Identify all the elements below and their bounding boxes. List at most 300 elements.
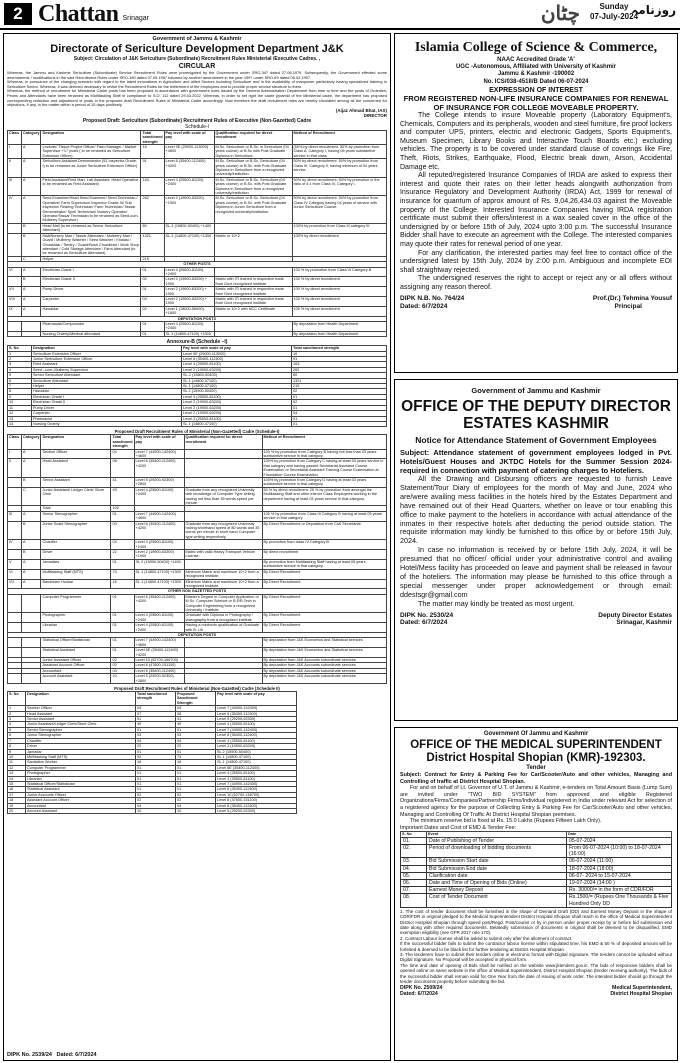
table-header-cell: Event — [427, 832, 567, 837]
table-row — [8, 808, 297, 813]
table-cell: Lecturer/ Tissue Project Officer/ Farm Manager / Market Supervisor +17 posts ( to be renamed as Sericulture Extension Officer) — [41, 144, 141, 158]
table-header-cell: Category — [22, 130, 41, 144]
table-cell: A — [22, 459, 41, 478]
table-cell: Seed –cum–Mulberry Supervisor — [32, 367, 182, 372]
table-cell: 10 — [136, 808, 176, 813]
table-cell: M.Sc. Sericulture or B.Sc. in Sericulture (04 years course) or B.Sc with Post Graduate Diploma in Sericulture. — [214, 144, 292, 158]
table-cell — [8, 638, 22, 648]
table-cell: SL 2 (15900-50400) — [216, 749, 297, 754]
table-cell: Pharmacist/Compounder — [41, 322, 141, 332]
table-cell: Matric with ITI trained in respective trade from Govt recognized Institute — [214, 296, 292, 306]
table-row — [401, 858, 672, 865]
table-cell: SL-1 (14800-47100) +1300 — [164, 233, 214, 256]
table-row — [8, 459, 387, 478]
table-cell: Total — [41, 506, 111, 511]
table-cell — [8, 322, 22, 332]
table-cell: III — [8, 177, 22, 196]
table-cell: VIII — [8, 296, 22, 306]
table-cell: 01 — [111, 623, 134, 633]
table-cell: Level 4 (25500-81100) — [216, 738, 297, 743]
executive-cadre-table — [7, 130, 387, 337]
table-cell: A — [22, 177, 41, 196]
table-cell: Nursing Orderly/Medical attendant — [41, 331, 141, 336]
table-cell: 02 — [176, 798, 216, 803]
table-cell: 01 — [136, 765, 176, 770]
circular-para-1: Whereas, the Jammu and Kashmir Sericulture (Subordinate) Service Recruitment Rules were promulgated by the Government under SRO-347 dated 27.06.1979. Subsequently, the Government effected some amendments / modifications in the said Recruitment Rules under SRO-180 dated 07.05.1987 followed by another amendment in the year 1997 under SRO-69 dated 06.02.1997. — [7, 70, 387, 80]
table-cell: 16 — [292, 351, 387, 356]
table-cell: 02. — [401, 844, 427, 857]
table-cell: 5 — [8, 727, 26, 732]
table-cell — [184, 674, 262, 684]
table-cell: Level 2 (19900-63200) + 1900 — [164, 277, 214, 287]
table-cell: 6 — [8, 378, 32, 383]
table-cell: Junior Assistant Officer — [41, 658, 111, 663]
ministerial-title: Proposed Draft Recruitment Rules of Ministerial (Non-Gazetted) Cadre (Schedule-I) — [114, 429, 280, 435]
table-header-cell: Method of Recruitment — [262, 435, 386, 449]
islamia-dipk: DIPK N.B. No. 764/24 — [400, 295, 465, 303]
table-cell: 100 % by direct recruitment — [292, 306, 386, 316]
table-cell: 14 — [8, 776, 26, 781]
table-row — [8, 223, 387, 233]
table-cell: 01 — [111, 594, 134, 613]
table-row — [8, 623, 387, 633]
table-row — [8, 331, 387, 336]
table-header-cell: Date — [567, 832, 672, 837]
msh-para-5: 2. Contract Labour license shall be asked to submit only after the allotment of contract. — [400, 935, 573, 941]
table-cell: Level 1 (18000-56900) +1800 — [164, 306, 214, 316]
table-cell: 80 — [141, 223, 164, 233]
table-cell: 102 — [111, 506, 134, 511]
eoi-subheading: FROM REGISTERED NON-LIFE INSURANCE COMPANIES FOR RENEWAL OF INSURANCE FOR COLLEGE MOVEABLE PROPERTY. — [403, 94, 669, 113]
table-row — [8, 487, 387, 506]
table-cell: 22 — [136, 744, 176, 749]
table-cell — [22, 322, 41, 332]
table-cell: 01 — [111, 638, 134, 648]
annexure-b-title: Annexure-B (Schedule –I) — [166, 339, 228, 346]
table-cell: 11 — [8, 760, 26, 765]
table-row — [8, 421, 387, 426]
proposed-title: Proposed Draft: Sericulture (Subordinate) Recruitment Rules of Executive (Non-Gazetted) Cadre — [82, 117, 312, 124]
table-cell — [22, 594, 41, 613]
table-cell: Matric with ITI trained in respective trade from Govt recognized Institute — [214, 287, 292, 297]
table-header-cell: Pay level with scale of pay — [182, 346, 292, 351]
table-row — [8, 196, 387, 223]
table-cell: V — [8, 559, 22, 569]
table-header-cell: Designation — [32, 346, 182, 351]
table-cell: Rs.1500/= (Rupees One Thousands & Five Hundred Only DD — [567, 894, 672, 907]
table-cell — [8, 521, 22, 540]
table-cell: 08 — [111, 459, 134, 478]
table-cell: Statistical Officer/Statistician — [26, 781, 136, 786]
table-row — [8, 277, 387, 287]
table-cell: 06-07-2024 (11:00) — [567, 858, 672, 865]
table-cell: 215 — [292, 384, 387, 389]
table-cell: 01 — [111, 511, 134, 521]
table-cell: 16 — [141, 144, 164, 158]
table-cell: 10 — [111, 674, 134, 684]
table-cell: By deputation from Health Department — [292, 331, 386, 336]
table-cell: Level 4 (25500-81100) +2400 — [164, 267, 214, 277]
table-cell: 16 — [176, 760, 216, 765]
medical-superintendent-tender — [394, 727, 678, 1061]
table-cell: Date and Time of Opening of Bids (Online) — [427, 879, 567, 886]
table-cell: Pharmacist — [32, 416, 182, 421]
table-cell: 01 — [176, 749, 216, 754]
table-cell: Electrician Grade I — [41, 267, 141, 277]
table-cell: 01 — [176, 771, 216, 776]
table-cell — [22, 674, 41, 684]
table-cell: By deputation from Health Department — [292, 322, 386, 332]
table-cell: 02 — [176, 792, 216, 797]
table-cell: Matric with valid Heavy Transport Vehicle License. — [184, 550, 262, 560]
table-cell: Accountant — [41, 668, 111, 673]
islamia-signer: Prof.(Dr.) Tehmina Yousuf — [592, 295, 672, 303]
table-cell: 12 — [8, 411, 32, 416]
table-row — [8, 540, 387, 550]
table-cell: 3 — [8, 717, 26, 722]
table-cell: Level 6 (35400-112400) +4200 — [134, 594, 184, 613]
table-header-cell: S. No — [8, 692, 26, 706]
table-cell — [22, 331, 41, 336]
table-header-cell: Class — [8, 435, 22, 449]
table-cell: 22 — [176, 744, 216, 749]
table-cell: SL 2 (15900-50400) +1400 — [134, 559, 184, 569]
table-cell: C — [22, 487, 41, 506]
table-cell: Level 8 (47600-151100) — [216, 798, 297, 803]
table-cell: 04 — [111, 668, 134, 673]
table-cell: 01 — [141, 287, 164, 297]
table-cell: Level 4 (25500-81100) +2400 — [164, 322, 214, 332]
table-cell: Multitasking Staff (MTS) — [26, 754, 136, 759]
table-cell: By deputation from J&K Accounts subordinate services — [262, 674, 386, 684]
table-cell: Level 9E (29000-113000) — [182, 351, 292, 356]
table-cell: 01 — [136, 776, 176, 781]
table-cell: Junior Assistant/ Ledger Clerk/ Store Clerk — [41, 487, 111, 506]
circular-para-3: Whereas, the method of recruitment for Ministerial Cadre posts has been proposed in accordance with government rules issued by the General Administration Department from time to time and the posts of Orderlies, Peons and Attendants have been renamed as Multitasking Staff in compliance to S.O. 112 dated 29.03.2022. Whereas, in order to set right the cadre pyramid of the Ministerial cadre, the department has proposed corresponding reduction and adjustment of posts in the proposed draft Recruitment Rules of Ministerial Cadre accordingly. Now therefore the draft recruitment rules are hereby circulated among all the concerned for objections, if any, in the matter within a period of 15 days positively. — [7, 88, 387, 108]
table-cell: 01 — [136, 787, 176, 792]
table-cell: Level 2 (19900-63200) + 1900 — [164, 287, 214, 297]
msh-para-6: If the successful bidder fails to submit the contractor labour license within stipulated time, his EMD & 50 % of deposited amount will be forfeited & deemed to be black list for further tendering at District Hospital Shopian. — [400, 941, 672, 952]
table-cell: 01 — [136, 771, 176, 776]
table-cell: 02 — [292, 389, 387, 394]
table-cell: Level 2 (19900-63200) — [182, 405, 292, 410]
table-cell — [8, 487, 22, 506]
table-cell: Level 2 (19900-63200) + 1900 — [164, 296, 214, 306]
table-cell — [8, 674, 22, 684]
table-cell: 02 — [136, 792, 176, 797]
table-cell: 01 — [111, 613, 134, 623]
table-cell: I — [8, 449, 22, 459]
table-row — [401, 879, 672, 886]
table-cell — [8, 477, 22, 487]
msh-signer: Medical Superintendent, — [612, 985, 672, 992]
table-cell: Level 7 (44900-142400) +4600 — [134, 449, 184, 459]
table-cell — [8, 277, 22, 287]
table-cell: Sericulture Assistant Demonstrator (51 Inspector-Grade-I) to be renamed as Junior Sericulture Extension Officer) — [41, 159, 141, 178]
estates-signer-place: Srinagar, Kashmir — [616, 619, 672, 627]
table-cell: SL-1 (15800-50400) — [182, 373, 292, 378]
table-cell: 01 — [141, 267, 164, 277]
table-cell: 8 — [8, 744, 26, 749]
table-cell: A — [22, 144, 41, 158]
table-cell: A — [22, 579, 41, 589]
table-cell: M.Sc. Sericulture or B.Sc. Sericulture (04 years course) or B.Sc. with Post Graduate Diploma in Sericulture from a recognized university/institution — [214, 177, 292, 196]
table-cell: Level 10 (52700-166700) — [134, 658, 184, 663]
table-cell: Section Officer — [26, 706, 136, 711]
table-cell: Photographer — [26, 771, 136, 776]
table-cell: 02 — [136, 798, 176, 803]
table-cell: 10 — [8, 400, 32, 405]
table-cell: Accountant — [26, 803, 136, 808]
table-cell: II — [8, 159, 22, 178]
table-cell — [184, 477, 262, 487]
sericulture-signatory-title: DIRECTOR — [363, 112, 387, 118]
table-header-cell: Pay level with scale of pay — [216, 692, 297, 706]
table-cell — [214, 223, 292, 233]
table-cell: Level 4 (25500-81100) +2400 — [134, 487, 184, 506]
table-cell: Computer Programmer — [26, 765, 136, 770]
table-cell: By deputation from J&K Accounts subordinate services — [262, 663, 386, 668]
brand-subtitle: Srinagar — [122, 15, 149, 22]
table-cell: Earnest Money Deposit — [427, 887, 567, 894]
table-cell: 01 — [292, 394, 387, 399]
estates-notice-advertisement — [394, 379, 678, 721]
table-cell: A — [22, 267, 41, 277]
table-row — [8, 594, 387, 613]
table-cell: SL 1 (14800-47100) — [216, 760, 297, 765]
table-header-cell: Pay level with scale of pay — [134, 435, 184, 449]
table-header-cell: Total sanctioned strength — [136, 692, 176, 706]
table-row — [8, 559, 387, 569]
table-cell: 100% by promotion from Class III category III — [292, 223, 386, 233]
table-cell: 91 — [141, 159, 164, 178]
table-cell: 16 — [8, 787, 26, 792]
table-cell: Date of Publishing of Tender — [427, 837, 567, 844]
estates-para-2: In case no information is received by or before 15th July, 2024, it will be presumed that no officer/ official under your administrative control and availing Hotel/Mess facility has proceeded on leave and payment shall be released in favour of the hoteliers. The information may please be furnished to this office through a special messenger under proper acknowledgement or through email: ddestsgr@gmail.com — [400, 545, 672, 599]
table-section-heading: OTHER NON GAZETTED POSTS — [8, 589, 387, 594]
table-header-cell: Qualification required for direct recruitment — [184, 435, 262, 449]
table-cell: Minimum Matric and maximum 10+2 from a recognized institute. — [184, 579, 262, 589]
table-cell: SL 1 (14800-47100) — [182, 378, 292, 383]
table-row — [401, 872, 672, 879]
table-cell: SL 1 (14800-47100) — [182, 384, 292, 389]
table-cell: Account Assistant — [26, 808, 136, 813]
masthead — [0, 0, 680, 30]
table-cell: 215 — [141, 256, 164, 261]
table-cell: Level 2 (19900-63200) — [182, 411, 292, 416]
estates-subject: Subject: Attendance statement of government employees lodged in Pvt. Hotels/Guest Houses and JKTDC Hotels for the Summer Session 2024-required in connection with payment of catering charges to Hoteliers. — [400, 448, 672, 475]
table-cell: 08. — [401, 894, 427, 907]
table-cell: Sericulture Attendant — [32, 378, 182, 383]
table-cell: 05. — [401, 872, 427, 879]
table-cell: Level 2 (19900-63200) — [182, 367, 292, 372]
table-cell: SL 2 (15900-50400) — [182, 389, 292, 394]
table-cell: Senior Stenographer — [26, 727, 136, 732]
msh-para-1: For and on behalf of Lt. Governor of U.T. of Jammu & Kashmir, e-tenders on Total Amount Basis (Lump Sum) are invited under "TWO BID SYSTEM" from approved and eligible Registered Organizations/Firms/Companies/Partnership Firms/Individual registered in India under relevant Act for selection of a registered agency for the purpose of Collecting Entry & Parking Fee for Car/Scooter/Auto and other vehicles, Managing and Controlling Of Traffic At District Hospital Shopian premises. — [400, 785, 672, 818]
table-cell: 04 — [136, 706, 176, 711]
table-cell: Level 5 (29200-92300) +2800 — [134, 477, 184, 487]
table-cell: Level 5 (29200-92300) +2800 — [134, 674, 184, 684]
table-cell: By deputation from J&K Accounts subordinate services — [262, 668, 386, 673]
table-cell: Field Assistant/Field Man, Lab Assistant, Head Operative to be renamed as Field Assistant) — [41, 177, 141, 196]
table-cell: 01 — [292, 416, 387, 421]
table-cell: B — [22, 550, 41, 560]
table-cell: 10 — [176, 808, 216, 813]
table-row — [8, 287, 387, 297]
table-row — [401, 887, 672, 894]
eoi-heading: EXPRESSION OF INTEREST — [489, 86, 583, 94]
msh-dated: Dated: 6/7/2024 — [400, 991, 438, 998]
table-cell: Head Assistant — [41, 459, 111, 478]
table-cell: Carpenter — [32, 411, 182, 416]
msh-para-2: The minimum reserve bid is fixed at Rs. 15.0 Lakhs (Rupees Fifteen Lakh Only). — [410, 818, 602, 825]
table-row — [401, 865, 672, 872]
table-cell: Level 6E (35400-112400) +4200 — [134, 648, 184, 658]
table-cell: 04 — [176, 706, 216, 711]
table-cell: Level 4 (25500-81100) — [216, 722, 297, 727]
table-cell: Level 4 (25500-81100) — [182, 394, 292, 399]
table-cell: 262 — [292, 367, 387, 372]
table-row — [8, 521, 387, 540]
table-cell: 50% by direct recruitment. 50% by promotion from Class IV Category having 04 years of service with Junior Sericulture Course. — [292, 196, 386, 223]
estates-gov: Government of Jammu and Kashmir — [471, 386, 601, 395]
table-cell: 5 — [8, 373, 32, 378]
estates-notice-title: Notice for Attendance Statement of Government Employees — [415, 435, 657, 445]
estates-para-3: The matter may kindly be treated as most urgent. — [418, 598, 575, 608]
table-cell: 16 — [136, 760, 176, 765]
table-cell: 11 — [8, 405, 32, 410]
table-cell: By deputation from J&K Economics and Statistical services — [262, 648, 386, 658]
table-cell: 262 — [141, 196, 164, 223]
table-cell: B — [22, 521, 41, 540]
table-header-cell: Qualification required for direct recruitment — [214, 130, 292, 144]
table-row — [8, 177, 387, 196]
table-cell: Level 6E (35400-112400) — [216, 765, 297, 770]
table-cell: Junior Stenographer — [26, 733, 136, 738]
table-section-heading: OTHER POSTS — [8, 262, 387, 267]
table-cell: 50 % by direct recruitment. 25 % by promotion from amongst the Multitasking Staff and other interior Class Employees working in the department having at least 03 years service in that category. — [262, 487, 386, 506]
table-cell: A — [22, 449, 41, 459]
table-cell: Period of downloading of bidding documents — [427, 844, 567, 857]
table-cell: 14 — [8, 421, 32, 426]
islamia-dated: Dated: 6/7/2024 — [400, 302, 448, 310]
table-cell: Head Mali (to be renamed as Senior Sericulture Attendant) — [41, 223, 141, 233]
table-cell: A — [22, 559, 41, 569]
table-cell — [184, 540, 262, 550]
table-row — [8, 674, 387, 684]
table-row — [8, 569, 387, 579]
table-header-cell: Proposed Sanctioned Strength — [176, 692, 216, 706]
table-row — [401, 844, 672, 857]
table-cell: Level 6 (35400-112400) — [134, 668, 184, 673]
msh-para-3: Important Dates and Cost of EMD & Tender Fee: — [400, 824, 517, 831]
table-row — [8, 638, 387, 648]
msh-gov: Government Of Jammu and Kashmir — [483, 731, 589, 737]
table-cell: Senior Stenographer — [41, 511, 111, 521]
table-cell: Level 4 (25500-81100) — [182, 362, 292, 367]
table-cell: 02 — [111, 663, 134, 668]
table-cell: IV — [8, 540, 22, 550]
table-cell: SL 1 (14800-47100) +1300 — [134, 569, 184, 579]
table-cell — [184, 459, 262, 478]
table-cell: 12 — [8, 765, 26, 770]
islamia-para-2: All reputed/registered Insurance Companies of IRDA are asked to express their interest and quote their rates on their letter heads alongwith authorization from Insurance Regulatory and Development Authority (IRDA) Act, 1999 for renewal of insurance for quantum of approx amount of Rs. 9,04,26,434.03 against the Moveable property of the College. Interested Insurance Companies having IRDA registration certificate must submit their offers/interest in a wax sealed cover in the office of the undersigned by or before 15th of July, 2024 upto 3:00 p.m. The successful Insurance Bidder shall have to execute an agreement with the College. The interested companies may quote their rates for renewal period of one year. — [400, 172, 672, 248]
table-cell: B — [22, 223, 41, 233]
table-cell — [8, 550, 22, 560]
table-cell: Level 7 (44900-142400) — [216, 781, 297, 786]
table-cell — [8, 223, 22, 233]
table-cell: III — [8, 511, 22, 521]
table-row — [8, 550, 387, 560]
table-cell: Pump Driver — [32, 405, 182, 410]
estates-para-1: All the Drawing and Disbursing officers are requested to furnish Leave Statement/Tour Diary of employees for the month of May and June, 2024 who are/were availing mess facilities in the hotels hired by the Estates Department and have remained out of their Head Quarters, whether on leave or tour enabling this office to make payment to the hoteliers in accordance with actual attendance of the inmates in their respective hotels after deducting the period outside station. The requisite information may kindly be furnished to this office by or before 15th July, 2024. — [400, 474, 672, 546]
table-cell: 18-07-2024 (18:00) — [567, 865, 672, 872]
table-cell: Librarian — [26, 776, 136, 781]
table-cell — [184, 511, 262, 521]
table-cell: (50% by direct recruitment. 50% by promotion from Class A, Category I, having 06 years substantive service in that class. — [292, 144, 386, 158]
schedule-1-label: Schedule-I — [185, 123, 209, 130]
table-cell: Graduate from any recognized University having shorthand speed of 80 words and 35 words per minute in short hand Computer type writing respectively. — [184, 521, 262, 540]
table-cell: 2 — [8, 357, 32, 362]
table-cell: 01 — [136, 727, 176, 732]
table-row — [8, 296, 387, 306]
table-row — [8, 233, 387, 256]
table-cell: Pump Driver — [41, 287, 141, 297]
table-cell: Level 10 (52700-166700) — [216, 792, 297, 797]
table-cell: 01 — [136, 749, 176, 754]
table-cell: Driver — [41, 550, 111, 560]
table-cell: Statistical Assistant — [41, 648, 111, 658]
table-cell: Level 2 (19900-63200) — [182, 400, 292, 405]
table-cell: By Direct Recruitment — [262, 623, 386, 633]
msh-para-4: 1. The cost of tender document shall be furnished in the shape of Demand Draft (DD) and Earnest Money Deposit in the shape of CDR/FDR in original pledged to the Medical Superintendent District Hospital Shopian shall reach in the office of Medical Superintendent District Hospital Shopian through speed post/Regd. Post/courier or by in person under proper receipt by or before bid submission end date along with other required documents. Belatedly submission of documents in original shall be deemed to be disqualified. EMD exemption eligibility (see GFR 2017 rule 170). — [400, 908, 672, 936]
table-cell: 49 — [176, 722, 216, 727]
table-cell: VI — [8, 267, 22, 277]
table-cell: Master's Degree in Computer Application or M.Sc. Computer Science or B.E/B.Tech in Computer Engineering from a recognized University / Institute — [184, 594, 262, 613]
table-cell: Level 6 (35400-112400) +4200 — [134, 521, 184, 540]
islamia-para-3: For any clarification, the interested parties may feel free to contact office of the undersigned latest by 15th July, 2024 by 2:00 p.m. Ambiguous and incomplete EOI shall straightway rejected. — [400, 249, 672, 274]
table-cell: 04 — [176, 803, 216, 808]
msh-dipk: DIPK No. 2509/24 — [400, 985, 443, 992]
table-cell: A — [22, 306, 41, 316]
table-cell: VII — [8, 287, 22, 297]
table-cell: 07. — [401, 887, 427, 894]
table-cell: Account Assistant — [41, 674, 111, 684]
table-cell: Rs. 30000/= in the form of CDR/FDR — [567, 887, 672, 894]
table-cell: SL 1 (14800-47100) — [182, 421, 292, 426]
table-cell: Senior Sericulture Attendant — [32, 373, 182, 378]
table-row — [8, 477, 387, 487]
schedule-2-title: Proposed Draft Recruitment Rules of Ministerial (Non-Gazetted) Cadre (Schedule II) — [114, 686, 280, 692]
table-cell: Assistant Account Officer — [41, 663, 111, 668]
table-cell: 01 — [292, 421, 387, 426]
table-row — [8, 144, 387, 158]
table-cell: 100 % by promotion from Class III Category B having at least 05 years service in that category — [262, 511, 386, 521]
table-cell — [8, 613, 22, 623]
table-cell: Electrician Grade I — [32, 394, 182, 399]
table-cell: Level 4 (25500-81100) +2400 — [134, 540, 184, 550]
table-cell: Level 4 (25500-81100) — [182, 416, 292, 421]
table-cell: 17 — [8, 792, 26, 797]
table-cell: 07 — [136, 711, 176, 716]
table-cell: A — [22, 540, 41, 550]
table-cell: Head Assistant — [26, 711, 136, 716]
table-cell: Junior Assistant/Ledger Clerk/Store Clerk — [26, 722, 136, 727]
table-row — [8, 267, 387, 277]
table-cell: By Direct Recruitment — [262, 594, 386, 613]
msh-title: OFFICE OF THE MEDICAL SUPERINTENDENT District Hospital Shopian (KMR)-192303. — [410, 739, 662, 764]
table-cell: 02 — [141, 277, 164, 287]
